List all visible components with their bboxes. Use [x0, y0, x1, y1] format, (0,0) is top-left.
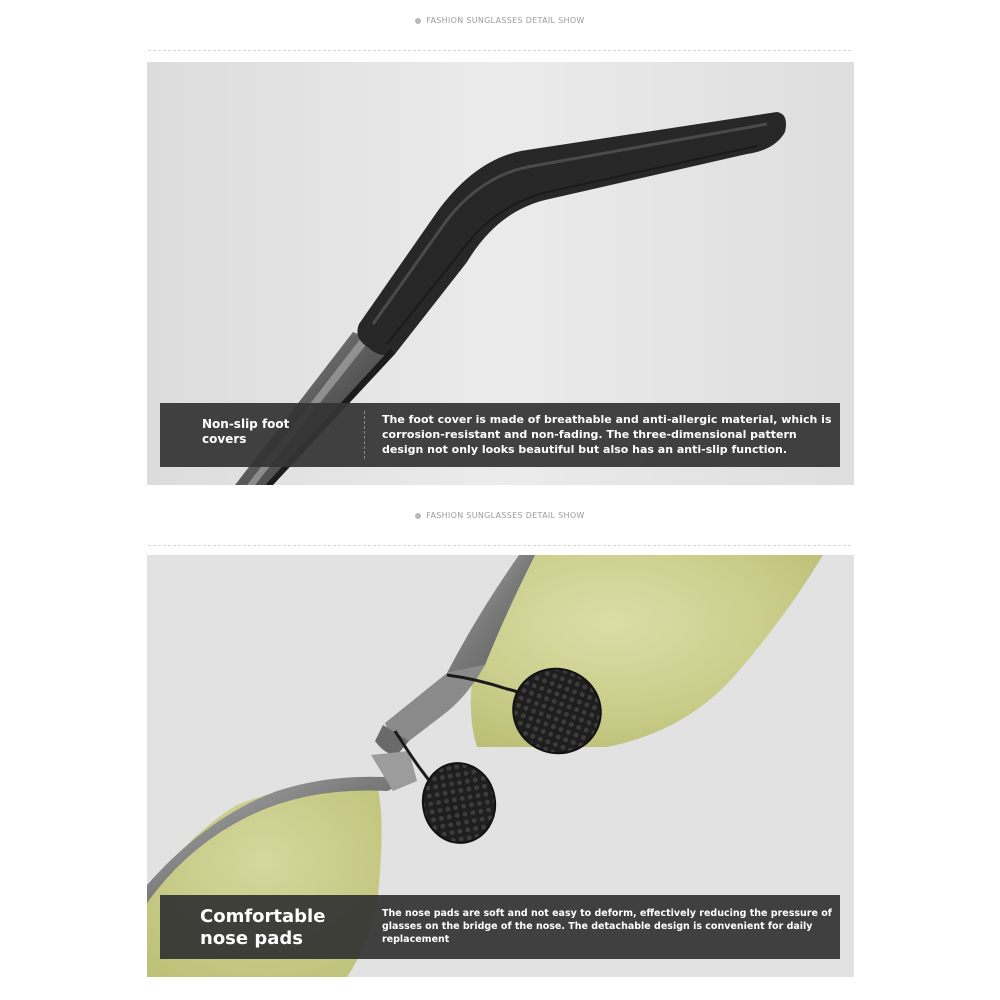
divider [148, 50, 851, 51]
caption-body: The foot cover is made of breathable and anti-allergic material, which is corrosion-resistant and non-fading. The three-dimensional pattern design not only looks beautiful but also has an anti-slip function. [382, 413, 832, 456]
section-header-text: FASHION SUNGLASSES DETAIL SHOW [426, 16, 585, 25]
caption-title: Non-slip foot covers [202, 417, 290, 446]
caption-bar [160, 895, 840, 959]
caption-separator [364, 411, 365, 459]
section-header-text: FASHION SUNGLASSES DETAIL SHOW [426, 511, 585, 520]
caption-bar [160, 403, 840, 467]
caption-title: Comfortable nose pads [200, 906, 326, 949]
caption-body: The nose pads are soft and not easy to deform, effectively reducing the pressure of glasses on the bridge of the nose. The detachable design is convenient for daily replacement [382, 908, 832, 945]
bullet-dot-icon [415, 18, 421, 24]
bullet-dot-icon [415, 513, 421, 519]
divider [148, 545, 851, 546]
section-header [0, 511, 1000, 520]
section-header [0, 16, 1000, 25]
